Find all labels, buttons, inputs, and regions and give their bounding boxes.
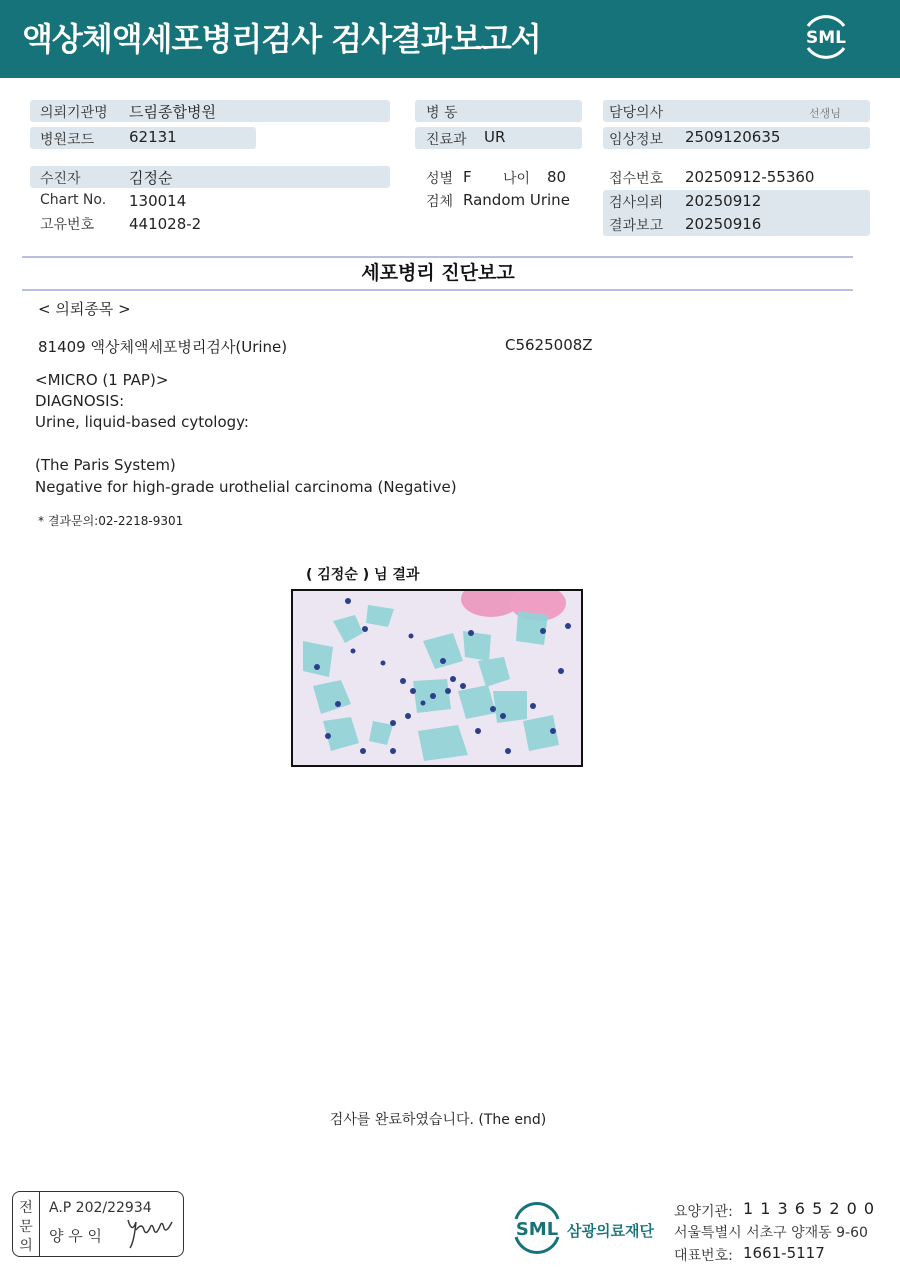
request-value: 20250912 <box>685 192 762 210</box>
hospital-code-label: 병원코드 <box>40 132 95 148</box>
stamp-id: A.P 202/22934 <box>49 1200 152 1216</box>
system-line: (The Paris System) <box>35 456 176 474</box>
org-address: 서울특별시 서초구 양재동 9-60 <box>674 1225 868 1241</box>
doctor-label: 담당의사 <box>609 105 664 121</box>
micro-line: <MICRO (1 PAP)> <box>35 371 169 389</box>
doctor-suffix: 선생님 <box>809 107 841 120</box>
code-label: 요양기관: <box>674 1204 733 1220</box>
item-code: 81409 액상체액세포병리검사(Urine) <box>38 338 288 356</box>
specimen-value: Random Urine <box>463 191 570 209</box>
phone-label: 대표번호: <box>674 1248 733 1264</box>
dept-label: 진료과 <box>426 132 467 148</box>
code-value: 1 1 3 6 5 2 0 0 <box>743 1199 876 1218</box>
sex-value: F <box>463 168 472 186</box>
conclusion-line: Negative for high-grade urothelial carcinoma (Negative) <box>35 478 457 496</box>
result-value: 20250916 <box>685 215 762 233</box>
result-label: 결과보고 <box>609 218 664 234</box>
sex-label: 성별 <box>426 171 454 187</box>
stamp-name: 양 우 익 <box>49 1227 103 1245</box>
institution-label: 의뢰기관명 <box>40 105 108 121</box>
section-rule-bottom <box>22 289 853 291</box>
patient-bar <box>30 166 390 188</box>
specimen-line: Urine, liquid-based cytology: <box>35 413 249 431</box>
diagnosis-line: DIAGNOSIS: <box>35 392 125 410</box>
patient-value: 김정순 <box>129 169 173 187</box>
patient-label: 수진자 <box>40 171 81 187</box>
receipt-label: 접수번호 <box>609 171 664 187</box>
stamp-char: 전 <box>19 1200 33 1216</box>
uid-label: 고유번호 <box>40 217 95 233</box>
section-title: 세포병리 진단보고 <box>361 262 515 284</box>
org-logo <box>510 1199 564 1261</box>
report-title: 액상체액세포병리검사 검사결과보고서 <box>22 20 541 58</box>
chart-label: Chart No. <box>40 192 107 208</box>
receipt-value: 20250912-55360 <box>685 168 815 186</box>
clinical-value: 2509120635 <box>685 128 781 146</box>
stamp-char: 의 <box>19 1238 33 1254</box>
cytology-image <box>291 589 583 767</box>
end-text: 검사를 완료하였습니다. (The end) <box>329 1112 547 1128</box>
chart-value: 130014 <box>129 192 187 210</box>
phone-value: 1661-5117 <box>743 1244 825 1262</box>
dept-value: UR <box>484 128 506 146</box>
stamp-char: 문 <box>19 1219 33 1235</box>
image-caption: ( 김정순 ) 님 결과 <box>306 567 420 583</box>
items-header: < 의뢰종목 > <box>38 300 131 318</box>
institution-value: 드림종합병원 <box>129 103 216 121</box>
org-name: 삼광의료재단 <box>567 1222 654 1240</box>
age-value: 80 <box>547 168 567 186</box>
age-label: 나이 <box>503 171 531 187</box>
svg-text:SML: SML <box>806 28 846 48</box>
item-ref: C5625008Z <box>505 336 593 354</box>
clinical-label: 임상정보 <box>609 132 664 148</box>
signature-mark <box>124 1210 182 1254</box>
specimen-label: 검체 <box>426 194 454 210</box>
hospital-code-value: 62131 <box>129 128 177 146</box>
sml-logo <box>800 10 852 62</box>
ward-label: 병 동 <box>426 105 458 121</box>
contact-line: * 결과문의:02-2218-9301 <box>38 514 184 528</box>
svg-text:SML: SML <box>515 1219 559 1240</box>
request-label: 검사의뢰 <box>609 195 664 211</box>
uid-value: 441028-2 <box>129 215 202 233</box>
